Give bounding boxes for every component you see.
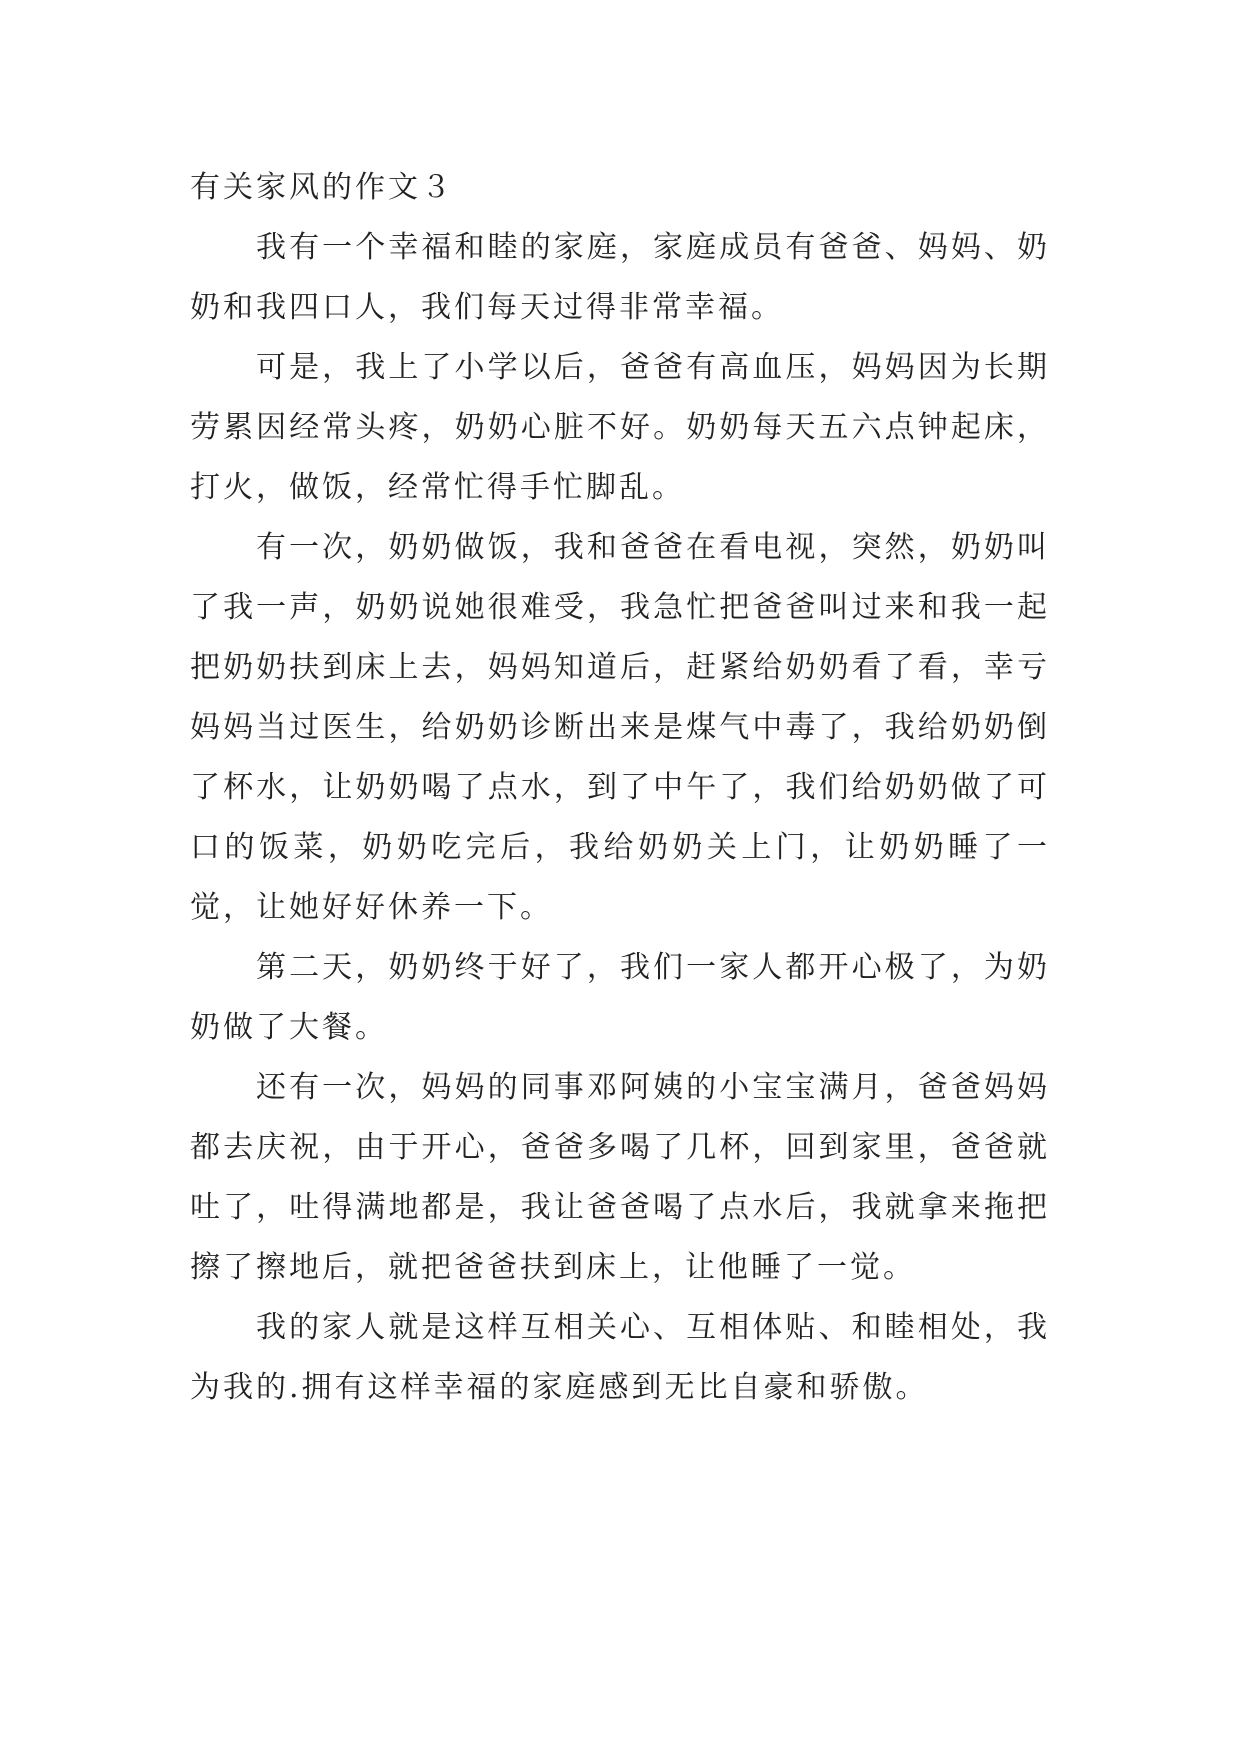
paragraph: 我有一个幸福和睦的家庭，家庭成员有爸爸、妈妈、奶奶和我四口人，我们每天过得非常幸福。	[190, 230, 1050, 325]
paragraph: 有一次，奶奶做饭，我和爸爸在看电视，突然，奶奶叫了我一声，奶奶说她很难受，我急忙把爸爸叫过来和我一起把奶奶扶到床上去，妈妈知道后，赶紧给奶奶看了看，幸亏妈妈当过医生，给奶奶诊断出来是煤气中毒了，我给奶奶倒了杯水，让奶奶喝了点水，到了中午了，我们给奶奶做了可口的饭菜，奶奶吃完后，我给奶奶关上门，让奶奶睡了一觉，让她好好休养一下。	[190, 530, 1050, 925]
paragraph: 第二天，奶奶终于好了，我们一家人都开心极了，为奶奶做了大餐。	[190, 950, 1050, 1045]
paragraph: 可是，我上了小学以后，爸爸有高血压，妈妈因为长期劳累因经常头疼，奶奶心脏不好。奶奶每天五六点钟起床，打火，做饭，经常忙得手忙脚乱。	[190, 350, 1050, 505]
paragraph: 还有一次，妈妈的同事邓阿姨的小宝宝满月，爸爸妈妈都去庆祝，由于开心，爸爸多喝了几杯，回到家里，爸爸就吐了，吐得满地都是，我让爸爸喝了点水后，我就拿来拖把擦了擦地后，就把爸爸扶到床上，让他睡了一觉。	[190, 1070, 1050, 1285]
document-title: 有关家风的作文３	[190, 170, 454, 205]
document-body	[190, 158, 1050, 1418]
paragraph: 我的家人就是这样互相关心、互相体贴、和睦相处，我为我的.拥有这样幸福的家庭感到无比自豪和骄傲。	[190, 1310, 1050, 1405]
